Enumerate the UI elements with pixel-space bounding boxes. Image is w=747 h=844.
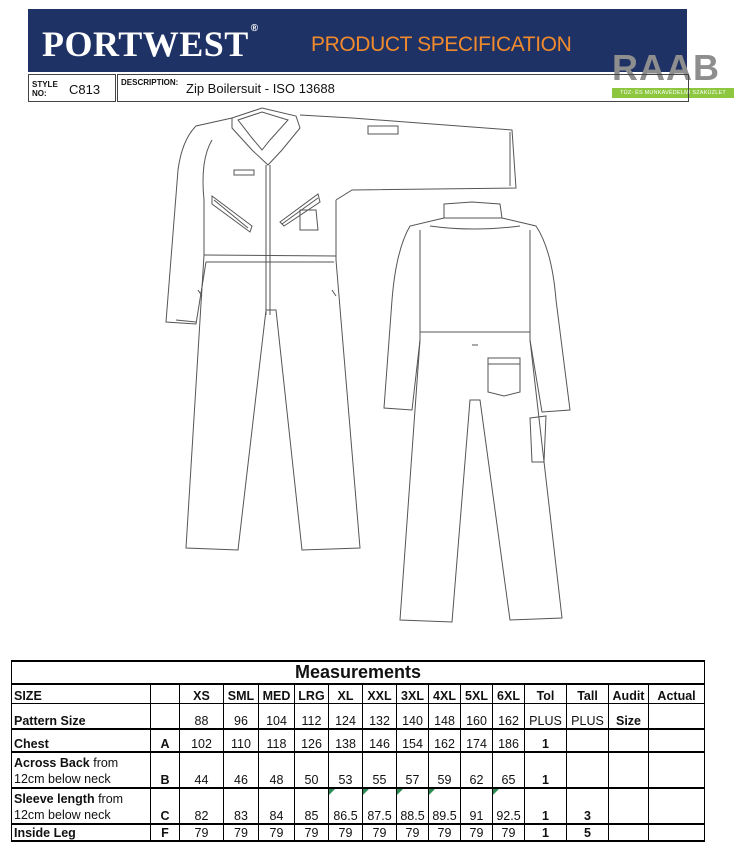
header-tol: Tol [525, 684, 567, 704]
table-row-sleeve-length [12, 788, 705, 824]
table-cell: 91 [461, 788, 493, 824]
table-cell: 79 [295, 824, 329, 841]
table-cell: 104 [259, 704, 295, 730]
table-cell: 126 [295, 729, 329, 752]
table-cell: 79 [461, 824, 493, 841]
row-code: A [151, 729, 180, 752]
table-cell: 154 [397, 729, 429, 752]
table-row-inside-leg [12, 824, 705, 841]
header-size-sml: SML [224, 684, 259, 704]
table-cell: 96 [224, 704, 259, 730]
table-cell: 162 [493, 704, 525, 730]
table-cell: 48 [259, 752, 295, 788]
table-cell: 132 [363, 704, 397, 730]
table-cell: 186 [493, 729, 525, 752]
table-cell: 87.5 [363, 788, 397, 824]
style-value: C813 [69, 82, 101, 97]
table-cell: 79 [180, 824, 224, 841]
table-cell: 79 [329, 824, 363, 841]
table-cell: 88.5 [397, 788, 429, 824]
header-size-4xl: 4XL [429, 684, 461, 704]
table-cell: 83 [224, 788, 259, 824]
header-audit: Audit [609, 684, 649, 704]
header-size-xl: XL [329, 684, 363, 704]
header-size-6xl: 6XL [493, 684, 525, 704]
table-row-pattern-size [12, 704, 705, 730]
table-row-chest [12, 729, 705, 752]
table-cell-audit [609, 824, 649, 841]
header-size-3xl: 3XL [397, 684, 429, 704]
table-cell: 102 [180, 729, 224, 752]
table-row-across-back [12, 752, 705, 788]
table-cell: 86.5 [329, 788, 363, 824]
table-cell: 79 [493, 824, 525, 841]
header-size-5xl: 5XL [461, 684, 493, 704]
table-cell-tol: 1 [525, 824, 567, 841]
table-cell-tall [567, 729, 609, 752]
table-cell: 65 [493, 752, 525, 788]
table-cell-tall: 3 [567, 788, 609, 824]
table-cell-tall: PLUS [567, 704, 609, 730]
table-cell: 118 [259, 729, 295, 752]
table-cell-audit [609, 788, 649, 824]
row-label: Pattern Size [12, 704, 151, 730]
table-cell: 57 [397, 752, 429, 788]
row-code: C [151, 788, 180, 824]
table-cell-tol: 1 [525, 729, 567, 752]
table-cell: 112 [295, 704, 329, 730]
row-code: B [151, 752, 180, 788]
table-cell-tall: 5 [567, 824, 609, 841]
table-cell: 110 [224, 729, 259, 752]
table-cell: 124 [329, 704, 363, 730]
row-label: Chest [12, 729, 151, 752]
table-cell-audit: Size [609, 704, 649, 730]
table-cell: 148 [429, 704, 461, 730]
table-cell: 88 [180, 704, 224, 730]
table-cell: 50 [295, 752, 329, 788]
table-cell: 79 [363, 824, 397, 841]
table-cell: 44 [180, 752, 224, 788]
table-cell: 92.5 [493, 788, 525, 824]
partner-logo-text: RAAB [612, 47, 720, 88]
back-view-drawing [384, 202, 570, 622]
table-cell: 160 [461, 704, 493, 730]
table-cell-actual [649, 788, 705, 824]
row-label: Sleeve length from 12cm below neck [12, 788, 151, 824]
description-label: DESCRIPTION: [121, 78, 179, 87]
header-size-med: MED [259, 684, 295, 704]
table-cell-audit [609, 729, 649, 752]
table-cell: 82 [180, 788, 224, 824]
table-cell: 140 [397, 704, 429, 730]
table-cell: 53 [329, 752, 363, 788]
row-code [151, 704, 180, 730]
partner-logo-subtitle: TŰZ- ÉS MUNKAVÉDELMI SZAKÜZLET [612, 88, 734, 98]
table-cell: 79 [429, 824, 461, 841]
header-size-xxl: XXL [363, 684, 397, 704]
table-cell: 146 [363, 729, 397, 752]
row-label: Inside Leg [12, 824, 151, 841]
table-title: Measurements [12, 661, 705, 684]
table-title-row [12, 661, 705, 684]
description-value: Zip Boilersuit - ISO 13688 [186, 81, 335, 96]
table-cell-actual [649, 729, 705, 752]
table-cell: 46 [224, 752, 259, 788]
header-size-xs: XS [180, 684, 224, 704]
header-code [151, 684, 180, 704]
measurements-table [11, 660, 705, 842]
table-cell-actual [649, 824, 705, 841]
table-header-row [12, 684, 705, 704]
table-cell: 59 [429, 752, 461, 788]
table-cell-tall [567, 752, 609, 788]
table-cell-actual [649, 704, 705, 730]
table-cell: 79 [259, 824, 295, 841]
table-cell-tol: 1 [525, 752, 567, 788]
table-cell: 138 [329, 729, 363, 752]
table-cell: 89.5 [429, 788, 461, 824]
header-size: SIZE [12, 684, 151, 704]
header-tall: Tall [567, 684, 609, 704]
table-cell: 84 [259, 788, 295, 824]
table-cell: 85 [295, 788, 329, 824]
table-cell: 62 [461, 752, 493, 788]
brand-logo: PORTWEST ® [42, 23, 259, 64]
style-label: STYLE NO: [32, 80, 58, 98]
table-cell: 79 [224, 824, 259, 841]
table-cell-tol: PLUS [525, 704, 567, 730]
header-actual: Actual [649, 684, 705, 704]
table-cell: 174 [461, 729, 493, 752]
table-cell-actual [649, 752, 705, 788]
header-size-lrg: LRG [295, 684, 329, 704]
row-code: F [151, 824, 180, 841]
page-title: PRODUCT SPECIFICATION [311, 33, 572, 56]
table-cell: 55 [363, 752, 397, 788]
table-cell: 79 [397, 824, 429, 841]
table-cell: 162 [429, 729, 461, 752]
table-cell-tol: 1 [525, 788, 567, 824]
table-cell-audit [609, 752, 649, 788]
row-label: Across Back from 12cm below neck [12, 752, 151, 788]
